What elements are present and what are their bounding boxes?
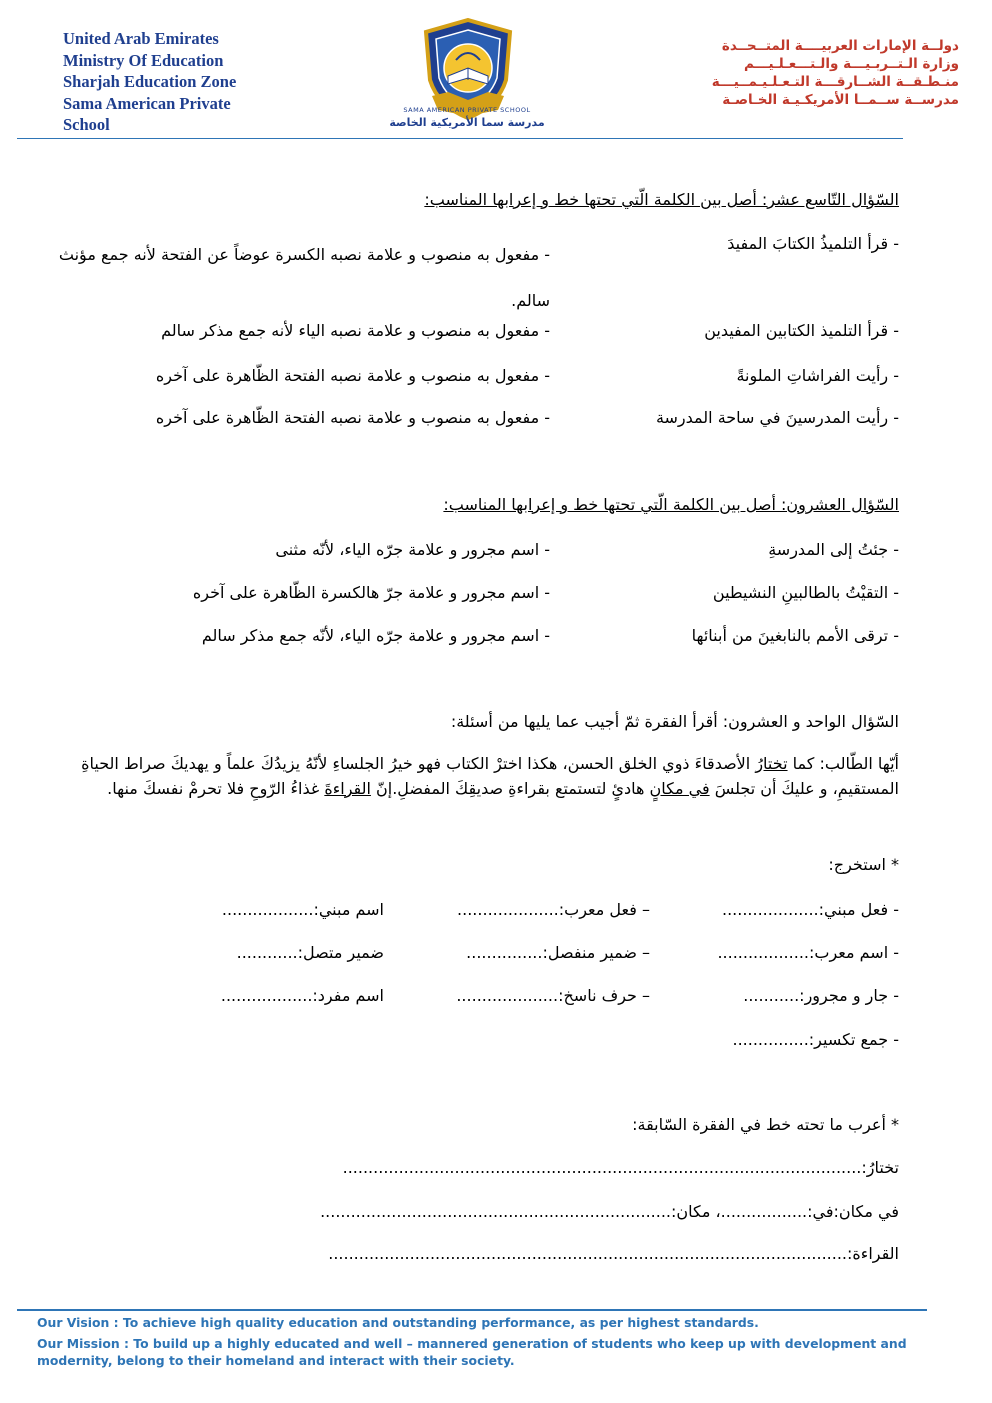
header-line: United Arab Emirates — [63, 29, 219, 48]
mission-statement: Our Mission : To build up a highly educated and well – mannered generation of students who keep up with development and modernity, belong to their homeland and interact with their society. — [37, 1336, 907, 1368]
q19-answer: - مفعول به منصوب و علامة نصبه الفتحة الظّاهرة على آخره — [155, 366, 550, 385]
q20-answer: - اسم مجرور و علامة جرّه الياء، لأنّه مثنى — [275, 540, 550, 559]
q19-title: السّؤال التّاسع عشر: أصل بين الكلمة الّتي تحتها خط و إعرابها المناسب: — [424, 190, 899, 209]
parse-title: * أعرب ما تحته خط في الفقرة السّابقة: — [632, 1115, 899, 1134]
q20-answer: - اسم مجرور و علامة جرّ هالكسرة الظّاهرة على آخره — [192, 583, 550, 602]
parse-line[interactable]: القراءة:...................................................................................................... — [328, 1244, 899, 1263]
arabic-header — [639, 37, 959, 109]
header-line: دولــة الإمارات العربيــــة المتــحــدة — [721, 38, 959, 54]
paragraph-text: غذاءُ الرّوحِ فلا تحرمْ نفسكَ منها. — [107, 778, 325, 798]
header-line: Sama American Private — [63, 93, 231, 113]
english-header — [63, 28, 393, 136]
q20-sentence: - التقيْتُ بالطالبينِ النشيطين — [712, 583, 899, 602]
q20-sentence: - جئتُ إلى المدرسةِ — [768, 540, 899, 559]
header-line: Sharjah Education Zone — [63, 72, 237, 91]
extract-field[interactable]: ضمير متصل:............ — [236, 943, 384, 962]
extract-field[interactable]: - اسم معرب:.................. — [717, 943, 899, 962]
q20-title: السّؤال العشرون: أصل بين الكلمة الّتي تحتها خط و إعرابها المناسب: — [443, 495, 899, 514]
reading-paragraph — [36, 752, 899, 801]
q20-sentence: - ترقى الأمم بالنابغينَ من أبنائها — [691, 626, 899, 645]
header-line: Ministry Of Education — [63, 50, 224, 70]
q19-sentence: - قرأ التلميذ الكتابين المفيدين — [704, 321, 899, 340]
q20-answer: - اسم مجرور و علامة جرّه الياء، لأنّه جمع مذكر سالم — [201, 626, 550, 645]
paragraph-text: هادئٍ لتستمتع بقراءةِ صديقِكَ المفضلِ.إنّ — [370, 778, 650, 798]
q19-answer: - مفعول به منصوب و علامة نصبه الكسرة عوضاً عن الفتحة لأنه جمع مؤنث سالم. — [58, 245, 550, 310]
extract-field[interactable]: - فعل مبني:................... — [721, 900, 899, 919]
q21-title: السّؤال الواحد و العشرون: أقرأ الفقرة ثمّ أجيب عما يليها من أسئلة: — [450, 712, 899, 731]
underlined-word: القراءةَ — [324, 778, 371, 798]
paragraph-text: أيّها الطّالب: كما — [787, 754, 899, 773]
extract-field[interactable]: اسم مبني:.................. — [221, 900, 384, 919]
header-line: مدرســة ســمــا الأمريكـيـة الخـاصـة — [722, 92, 959, 108]
q19-sentence: - رأيت المدرسينَ في ساحة المدرسة — [655, 408, 899, 427]
header-line: وزارة الـتــربـيـــة والـتـــعـلـيـــم — [744, 56, 959, 72]
extract-title: * استخرج: — [828, 855, 899, 874]
extract-field[interactable]: - جمع تكسير:............... — [732, 1030, 899, 1049]
logo-caption — [370, 106, 564, 129]
extract-field[interactable]: – فعل معرب:.................... — [457, 900, 650, 919]
logo-caption-ar: مدرسة سما الأمريكية الخاصة — [389, 116, 545, 129]
q19-answer: - مفعول به منصوب و علامة نصبه الياء لأنه جمع مذكر سالم — [161, 321, 550, 340]
underlined-word: في مكانٍ — [649, 778, 710, 798]
logo-caption-en: SAMA AMERICAN PRIVATE SCHOOL — [403, 106, 531, 114]
header-line: منـطـقــة الشــارقـــة التـعـلـيـمــيـــة — [711, 74, 959, 90]
header-line: School — [63, 115, 110, 134]
parse-line[interactable]: في مكان:في:.................، مكان:..................................................................... — [320, 1202, 899, 1221]
q19-sentence: - رأيت الفراشاتِ الملونةً — [736, 366, 899, 385]
extract-field[interactable]: – ضمير منفصل:............... — [466, 943, 650, 962]
footer-divider — [17, 1309, 927, 1311]
paragraph-text: الأصدقاءَ ذوي الخلق الحسن، هكذا اخترْ الكتاب فهو خيرُ الجلساءِ لأنّهُ يزيدُكَ علماً و يهديكَ صراط الحياةِ المستقيمِ، و عليكَ أن تجلسَ — [81, 754, 899, 798]
extract-field[interactable]: اسم مفرد:.................. — [220, 986, 384, 1005]
q19-answer: - مفعول به منصوب و علامة نصبه الفتحة الظّاهرة على آخره — [155, 408, 550, 427]
header-divider — [17, 138, 903, 139]
underlined-word: تختارُ — [755, 754, 788, 773]
extract-field[interactable]: - جار و مجرور:........... — [743, 986, 899, 1005]
vision-statement: Our Vision : To achieve high quality education and outstanding performance, as per highest standards. — [37, 1315, 759, 1330]
extract-field[interactable]: – حرف ناسخ:.................... — [456, 986, 650, 1005]
parse-line[interactable]: تختارُ:...................................................................................................... — [342, 1158, 899, 1177]
q19-sentence: - قرأ التلميذُ الكتابَ المفيدَ — [727, 234, 899, 253]
